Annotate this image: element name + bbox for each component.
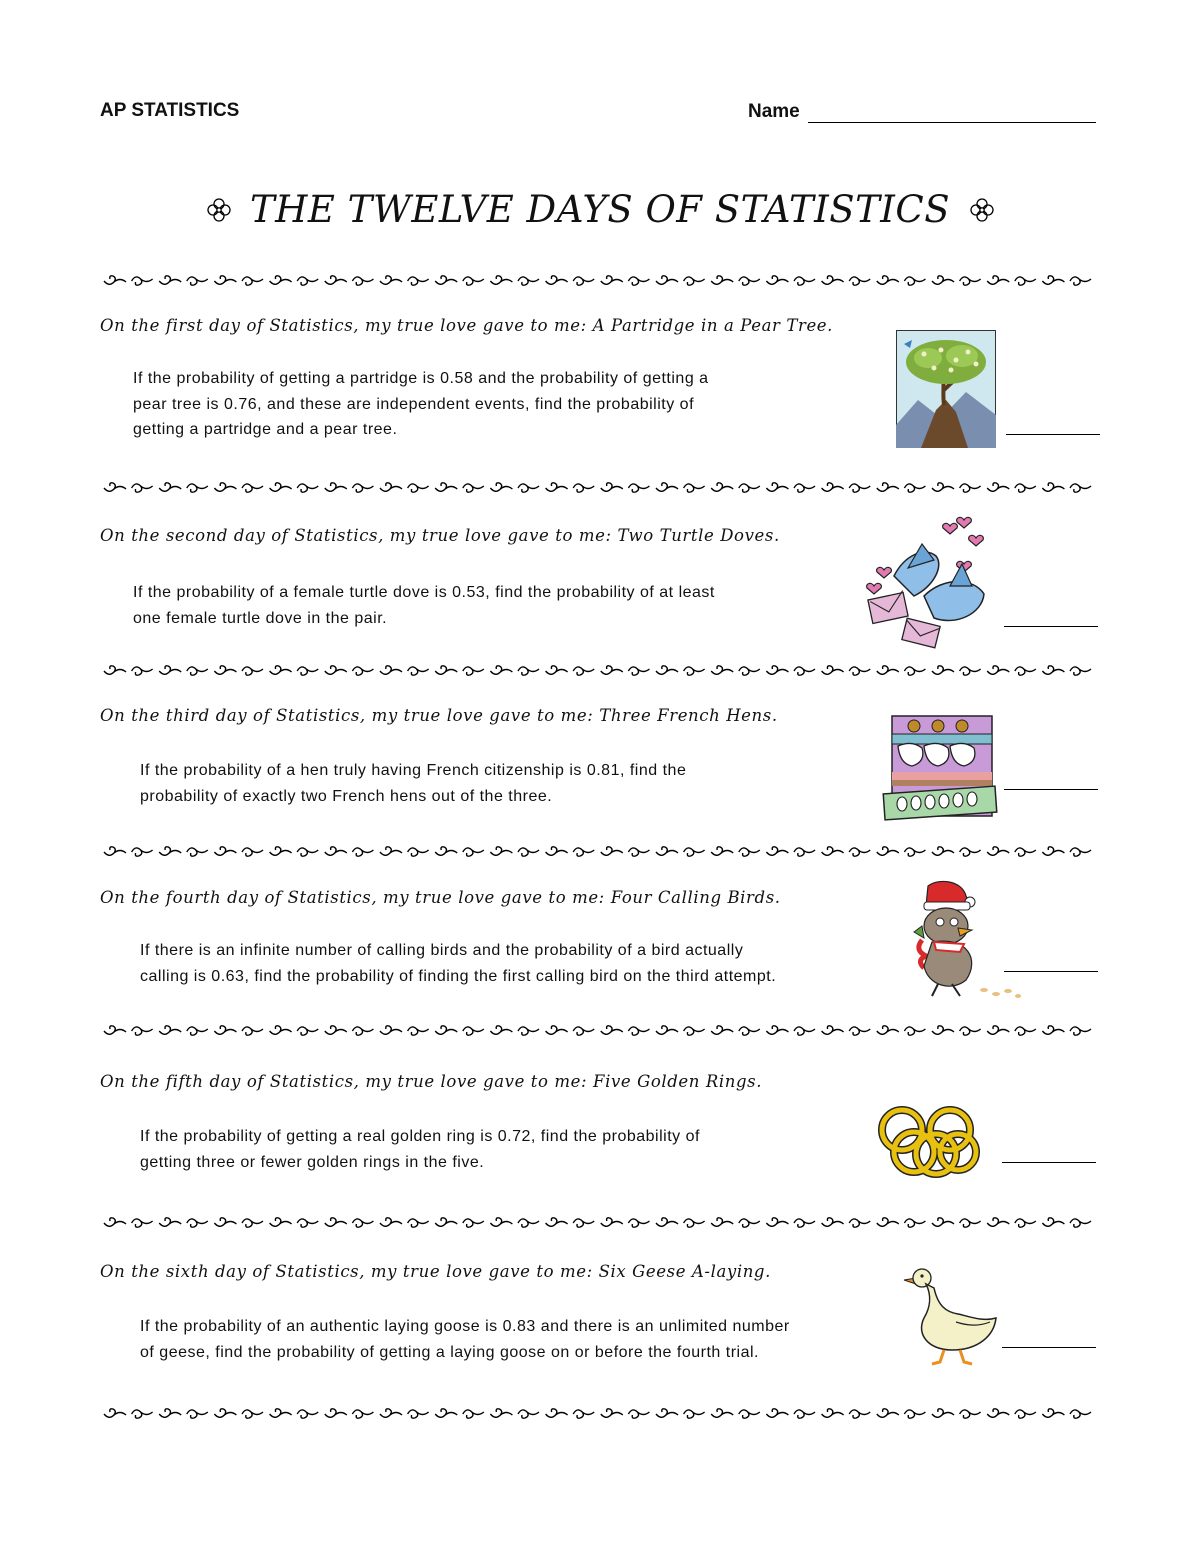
ornament-swirl xyxy=(408,484,429,492)
flower-icon xyxy=(206,197,232,223)
ornament-swirl xyxy=(1042,666,1064,674)
ornament-swirl xyxy=(297,484,318,492)
day-1-heading: On the first day of Statistics, my true love gave to me: A Partridge in a Pear Tree. xyxy=(100,316,834,335)
ornament-swirl xyxy=(849,848,870,856)
ornament-swirl xyxy=(546,847,568,855)
ornament-swirl xyxy=(270,1218,292,1226)
ornament-swirl xyxy=(766,1218,788,1226)
ornament-swirl xyxy=(1070,1410,1091,1418)
day-1-answer-line[interactable] xyxy=(1006,434,1100,435)
ornament-swirl xyxy=(960,848,981,856)
ornament-swirl xyxy=(904,1219,925,1227)
calling-bird-icon xyxy=(908,880,1024,1002)
ornament-swirl xyxy=(159,847,181,855)
ornament-swirl xyxy=(1015,1410,1036,1418)
ornament-swirl xyxy=(380,1026,402,1034)
day-2-answer-line[interactable] xyxy=(1004,626,1098,627)
ornament-swirl xyxy=(270,483,292,491)
ornament-swirl xyxy=(877,1026,899,1034)
ornament-swirl xyxy=(711,483,733,491)
ornament-swirl xyxy=(546,1026,568,1034)
ornament-swirl xyxy=(794,1410,815,1418)
ornament-swirl xyxy=(242,667,263,675)
ornament-swirl xyxy=(766,1026,788,1034)
ornament-swirl xyxy=(352,1410,373,1418)
ornament-swirl xyxy=(766,483,788,491)
ornament-swirl xyxy=(904,1410,925,1418)
ornament-swirl xyxy=(794,667,815,675)
ornament-swirl xyxy=(684,667,705,675)
ornament-swirl xyxy=(794,484,815,492)
ornament-swirl xyxy=(932,847,954,855)
ornament-swirl xyxy=(297,848,318,856)
ornament-swirl xyxy=(1015,484,1036,492)
ornament-swirl xyxy=(766,847,788,855)
ornament-swirl xyxy=(1070,484,1091,492)
ornament-swirl xyxy=(297,1219,318,1227)
ornament-swirl xyxy=(1042,1218,1064,1226)
ornament-swirl xyxy=(1070,277,1091,285)
ornament-swirl xyxy=(104,276,126,284)
ornament-swirl xyxy=(573,1410,594,1418)
day-3-answer-line[interactable] xyxy=(1004,789,1098,790)
ornament-swirl xyxy=(352,484,373,492)
ornament-swirl xyxy=(601,666,623,674)
ornament-swirl xyxy=(408,1219,429,1227)
ornament-swirl xyxy=(1015,848,1036,856)
ornament-swirl xyxy=(214,483,236,491)
ornament-swirl xyxy=(739,277,760,285)
ornament-swirl xyxy=(656,1409,678,1417)
ornament-swirl xyxy=(380,483,402,491)
ornament-swirl xyxy=(132,848,153,856)
ornament-swirl xyxy=(518,1027,539,1035)
ornament-swirl xyxy=(463,848,484,856)
ornament-swirl xyxy=(104,1409,126,1417)
ornament-swirl xyxy=(656,666,678,674)
ornament-swirl xyxy=(794,1027,815,1035)
day-2-heading: On the second day of Statistics, my true love gave to me: Two Turtle Doves. xyxy=(100,526,780,545)
ornament-swirl xyxy=(380,847,402,855)
ornament-swirl xyxy=(711,1218,733,1226)
ornament-swirl xyxy=(352,848,373,856)
ornament-swirl xyxy=(518,277,539,285)
ornament-swirl xyxy=(435,276,457,284)
ornament-swirl xyxy=(297,667,318,675)
ornament-swirl xyxy=(187,484,208,492)
ornament-swirl xyxy=(877,1218,899,1226)
ornament-swirl xyxy=(628,667,649,675)
course-title: AP STATISTICS xyxy=(100,100,240,121)
ornament-swirl xyxy=(601,847,623,855)
ornament-swirl xyxy=(987,483,1009,491)
ornament-swirl xyxy=(104,483,126,491)
ornament-swirl xyxy=(601,276,623,284)
ornament-swirl xyxy=(849,484,870,492)
ornament-swirl xyxy=(1070,667,1091,675)
ornament-swirl xyxy=(380,276,402,284)
ornament-swirl xyxy=(932,1026,954,1034)
ornament-swirl xyxy=(573,1219,594,1227)
ornament-swirl xyxy=(573,848,594,856)
ornament-swirl xyxy=(242,484,263,492)
ornament-swirl xyxy=(987,847,1009,855)
ornament-swirl xyxy=(573,1027,594,1035)
golden-rings-icon xyxy=(874,1104,984,1180)
ornament-swirl xyxy=(187,667,208,675)
ornament-swirl xyxy=(877,276,899,284)
turtle-doves-icon xyxy=(864,516,996,656)
day-5-question: If the probability of getting a real golden ring is 0.72, find the probability of getting three or fewer golden rings in the five. xyxy=(140,1128,700,1171)
ornament-swirl xyxy=(932,483,954,491)
ornament-swirl xyxy=(739,848,760,856)
page-title: THE TWELVE DAYS OF STATISTICS xyxy=(249,188,951,231)
ornament-swirl xyxy=(684,848,705,856)
ornament-swirl xyxy=(822,1026,844,1034)
ornament-swirl xyxy=(187,848,208,856)
ornament-swirl xyxy=(932,1409,954,1417)
ornament-swirl xyxy=(270,1409,292,1417)
ornament-swirl xyxy=(877,1409,899,1417)
ornament-swirl xyxy=(380,1218,402,1226)
ornament-swirl xyxy=(463,667,484,675)
ornament-swirl xyxy=(628,1027,649,1035)
ornament-swirl xyxy=(380,666,402,674)
ornament-swirl xyxy=(408,667,429,675)
ornament-swirl xyxy=(159,666,181,674)
ornament-swirl xyxy=(270,1026,292,1034)
ornament-swirl xyxy=(380,1409,402,1417)
ornament-swirl xyxy=(490,1409,512,1417)
day-6-question: If the probability of an authentic laying goose is 0.83 and there is an unlimited number of geese, find the probability of getting a laying goose on or before the fourth trial. xyxy=(140,1318,790,1361)
ornament-swirl xyxy=(214,1026,236,1034)
ornament-swirl xyxy=(739,1027,760,1035)
ornament-swirl xyxy=(518,667,539,675)
ornament-swirl xyxy=(352,277,373,285)
ornament-swirl xyxy=(849,667,870,675)
ornament-swirl xyxy=(684,277,705,285)
ornament-swirl xyxy=(408,848,429,856)
ornament-swirl xyxy=(435,1409,457,1417)
ornament-swirl xyxy=(601,1409,623,1417)
ornament-swirl xyxy=(877,666,899,674)
ornament-swirl xyxy=(656,847,678,855)
ornament-swirl xyxy=(960,1410,981,1418)
ornament-swirl xyxy=(187,277,208,285)
ornament-swirl xyxy=(325,847,347,855)
ornament-swirl xyxy=(518,484,539,492)
ornament-swirl xyxy=(987,1409,1009,1417)
ornament-swirl xyxy=(270,666,292,674)
ornament-swirl xyxy=(270,847,292,855)
ornament-swirl xyxy=(711,666,733,674)
day-3-question: If the probability of a hen truly having French citizenship is 0.81, find the probability of exactly two French hens out of the three. xyxy=(140,762,687,805)
ornament-divider xyxy=(100,843,1100,861)
ornament-swirl xyxy=(132,1027,153,1035)
ornament-swirl xyxy=(132,1219,153,1227)
ornament-swirl xyxy=(463,484,484,492)
ornament-swirl xyxy=(325,1026,347,1034)
ornament-divider xyxy=(100,1405,1100,1423)
ornament-swirl xyxy=(546,483,568,491)
ornament-swirl xyxy=(1042,1409,1064,1417)
ornament-swirl xyxy=(960,1219,981,1227)
ornament-swirl xyxy=(822,276,844,284)
day-4-question: If there is an infinite number of calling birds and the probability of a bird actually calling is 0.63, find the probability of finding the first calling bird on the third attempt. xyxy=(140,942,777,985)
ornament-swirl xyxy=(739,667,760,675)
ornament-swirl xyxy=(297,277,318,285)
french-hens-icon xyxy=(882,712,1002,824)
ornament-swirl xyxy=(546,1409,568,1417)
ornament-swirl xyxy=(1070,1027,1091,1035)
ornament-swirl xyxy=(711,276,733,284)
ornament-swirl xyxy=(656,276,678,284)
name-field[interactable] xyxy=(748,100,1096,123)
ornament-swirl xyxy=(435,666,457,674)
ornament-swirl xyxy=(518,1410,539,1418)
ornament-divider xyxy=(100,479,1100,497)
name-blank-line[interactable] xyxy=(808,100,1096,123)
ornament-swirl xyxy=(325,483,347,491)
day-2-question: If the probability of a female turtle dove is 0.53, find the probability of at least one female turtle dove in the pair. xyxy=(133,584,715,627)
ornament-swirl xyxy=(987,276,1009,284)
ornament-swirl xyxy=(159,276,181,284)
day-4-heading: On the fourth day of Statistics, my true love gave to me: Four Calling Birds. xyxy=(100,888,781,907)
ornament-swirl xyxy=(297,1027,318,1035)
ornament-swirl xyxy=(711,847,733,855)
ornament-swirl xyxy=(628,848,649,856)
ornament-swirl xyxy=(684,1027,705,1035)
ornament-swirl xyxy=(297,1410,318,1418)
ornament-swirl xyxy=(628,1219,649,1227)
ornament-swirl xyxy=(684,484,705,492)
ornament-swirl xyxy=(849,1410,870,1418)
ornament-swirl xyxy=(352,667,373,675)
ornament-swirl xyxy=(159,1409,181,1417)
ornament-swirl xyxy=(573,484,594,492)
ornament-swirl xyxy=(325,1218,347,1226)
ornament-swirl xyxy=(242,1410,263,1418)
ornament-swirl xyxy=(518,848,539,856)
ornament-swirl xyxy=(435,1026,457,1034)
ornament-swirl xyxy=(490,847,512,855)
ornament-swirl xyxy=(490,1218,512,1226)
ornament-swirl xyxy=(242,1219,263,1227)
ornament-swirl xyxy=(1015,1027,1036,1035)
ornament-swirl xyxy=(822,847,844,855)
ornament-swirl xyxy=(877,847,899,855)
ornament-swirl xyxy=(187,1027,208,1035)
ornament-swirl xyxy=(546,276,568,284)
ornament-swirl xyxy=(1015,1219,1036,1227)
ornament-swirl xyxy=(960,1027,981,1035)
ornament-swirl xyxy=(104,1026,126,1034)
goose-icon xyxy=(902,1266,1002,1366)
ornament-swirl xyxy=(822,666,844,674)
ornament-swirl xyxy=(960,277,981,285)
ornament-swirl xyxy=(132,1410,153,1418)
ornament-swirl xyxy=(601,483,623,491)
ornament-swirl xyxy=(132,484,153,492)
day-4-answer-line[interactable] xyxy=(1004,971,1098,972)
ornament-swirl xyxy=(1042,276,1064,284)
ornament-swirl xyxy=(573,667,594,675)
ornament-swirl xyxy=(463,1410,484,1418)
ornament-swirl xyxy=(132,277,153,285)
ornament-swirl xyxy=(1042,483,1064,491)
ornament-swirl xyxy=(214,1218,236,1226)
ornament-swirl xyxy=(408,1027,429,1035)
ornament-swirl xyxy=(352,1219,373,1227)
ornament-swirl xyxy=(187,1219,208,1227)
ornament-swirl xyxy=(766,276,788,284)
day-6-heading: On the sixth day of Statistics, my true love gave to me: Six Geese A-laying. xyxy=(100,1262,771,1281)
ornament-swirl xyxy=(987,1218,1009,1226)
ornament-swirl xyxy=(104,1218,126,1226)
ornament-swirl xyxy=(214,276,236,284)
ornament-swirl xyxy=(932,666,954,674)
ornament-swirl xyxy=(601,1026,623,1034)
ornament-swirl xyxy=(214,847,236,855)
ornament-swirl xyxy=(214,666,236,674)
ornament-swirl xyxy=(822,483,844,491)
ornament-swirl xyxy=(904,277,925,285)
ornament-swirl xyxy=(1070,848,1091,856)
ornament-swirl xyxy=(1015,277,1036,285)
ornament-divider xyxy=(100,1214,1100,1232)
ornament-swirl xyxy=(601,1218,623,1226)
ornament-swirl xyxy=(104,666,126,674)
ornament-swirl xyxy=(325,666,347,674)
ornament-swirl xyxy=(435,483,457,491)
ornament-swirl xyxy=(628,1410,649,1418)
ornament-swirl xyxy=(490,483,512,491)
day-1-question: If the probability of getting a partridge is 0.58 and the probability of getting a pear tree is 0.76, and these are independent events, find the probability of getting a partridge and a pear tree. xyxy=(133,370,709,438)
ornament-divider xyxy=(100,1022,1100,1040)
ornament-swirl xyxy=(159,483,181,491)
ornament-swirl xyxy=(463,1219,484,1227)
ornament-swirl xyxy=(877,483,899,491)
ornament-swirl xyxy=(684,1219,705,1227)
ornament-swirl xyxy=(242,848,263,856)
ornament-swirl xyxy=(766,666,788,674)
day-3-heading: On the third day of Statistics, my true love gave to me: Three French Hens. xyxy=(100,706,778,725)
ornament-swirl xyxy=(463,277,484,285)
ornament-swirl xyxy=(325,1409,347,1417)
pear-tree-icon xyxy=(896,330,996,448)
ornament-swirl xyxy=(242,1027,263,1035)
ornament-swirl xyxy=(849,1219,870,1227)
ornament-swirl xyxy=(987,666,1009,674)
day-5-heading: On the fifth day of Statistics, my true love gave to me: Five Golden Rings. xyxy=(100,1072,763,1091)
ornament-swirl xyxy=(546,1218,568,1226)
ornament-swirl xyxy=(325,276,347,284)
ornament-divider xyxy=(100,662,1100,680)
ornament-swirl xyxy=(352,1027,373,1035)
ornament-swirl xyxy=(408,277,429,285)
ornament-swirl xyxy=(490,666,512,674)
ornament-divider xyxy=(100,272,1100,290)
ornament-swirl xyxy=(849,1027,870,1035)
page-title-row xyxy=(0,188,1200,231)
ornament-swirl xyxy=(960,484,981,492)
ornament-swirl xyxy=(518,1219,539,1227)
ornament-swirl xyxy=(270,276,292,284)
ornament-swirl xyxy=(822,1218,844,1226)
ornament-swirl xyxy=(490,1026,512,1034)
ornament-swirl xyxy=(435,847,457,855)
ornament-swirl xyxy=(960,667,981,675)
ornament-swirl xyxy=(546,666,568,674)
ornament-swirl xyxy=(656,483,678,491)
ornament-swirl xyxy=(849,277,870,285)
ornament-swirl xyxy=(187,1410,208,1418)
ornament-swirl xyxy=(932,276,954,284)
ornament-swirl xyxy=(739,1219,760,1227)
ornament-swirl xyxy=(628,277,649,285)
ornament-swirl xyxy=(435,1218,457,1226)
ornament-swirl xyxy=(794,848,815,856)
ornament-swirl xyxy=(822,1409,844,1417)
ornament-swirl xyxy=(1015,667,1036,675)
ornament-swirl xyxy=(132,667,153,675)
ornament-swirl xyxy=(904,667,925,675)
ornament-swirl xyxy=(1042,1026,1064,1034)
ornament-swirl xyxy=(1070,1219,1091,1227)
ornament-swirl xyxy=(711,1409,733,1417)
day-6-answer-line[interactable] xyxy=(1002,1347,1096,1348)
ornament-swirl xyxy=(573,277,594,285)
ornament-swirl xyxy=(766,1409,788,1417)
ornament-swirl xyxy=(214,1409,236,1417)
ornament-swirl xyxy=(104,847,126,855)
ornament-swirl xyxy=(739,1410,760,1418)
ornament-swirl xyxy=(711,1026,733,1034)
ornament-swirl xyxy=(490,276,512,284)
day-5-answer-line[interactable] xyxy=(1002,1162,1096,1163)
ornament-swirl xyxy=(739,484,760,492)
name-label: Name xyxy=(748,101,800,122)
ornament-swirl xyxy=(242,277,263,285)
ornament-swirl xyxy=(904,848,925,856)
ornament-swirl xyxy=(987,1026,1009,1034)
ornament-swirl xyxy=(159,1026,181,1034)
ornament-swirl xyxy=(408,1410,429,1418)
ornament-swirl xyxy=(932,1218,954,1226)
ornament-swirl xyxy=(159,1218,181,1226)
ornament-swirl xyxy=(1042,847,1064,855)
ornament-swirl xyxy=(656,1218,678,1226)
ornament-swirl xyxy=(904,1027,925,1035)
flower-icon xyxy=(969,197,995,223)
ornament-swirl xyxy=(794,1219,815,1227)
ornament-swirl xyxy=(794,277,815,285)
ornament-swirl xyxy=(904,484,925,492)
ornament-swirl xyxy=(628,484,649,492)
ornament-swirl xyxy=(656,1026,678,1034)
ornament-swirl xyxy=(463,1027,484,1035)
ornament-swirl xyxy=(684,1410,705,1418)
